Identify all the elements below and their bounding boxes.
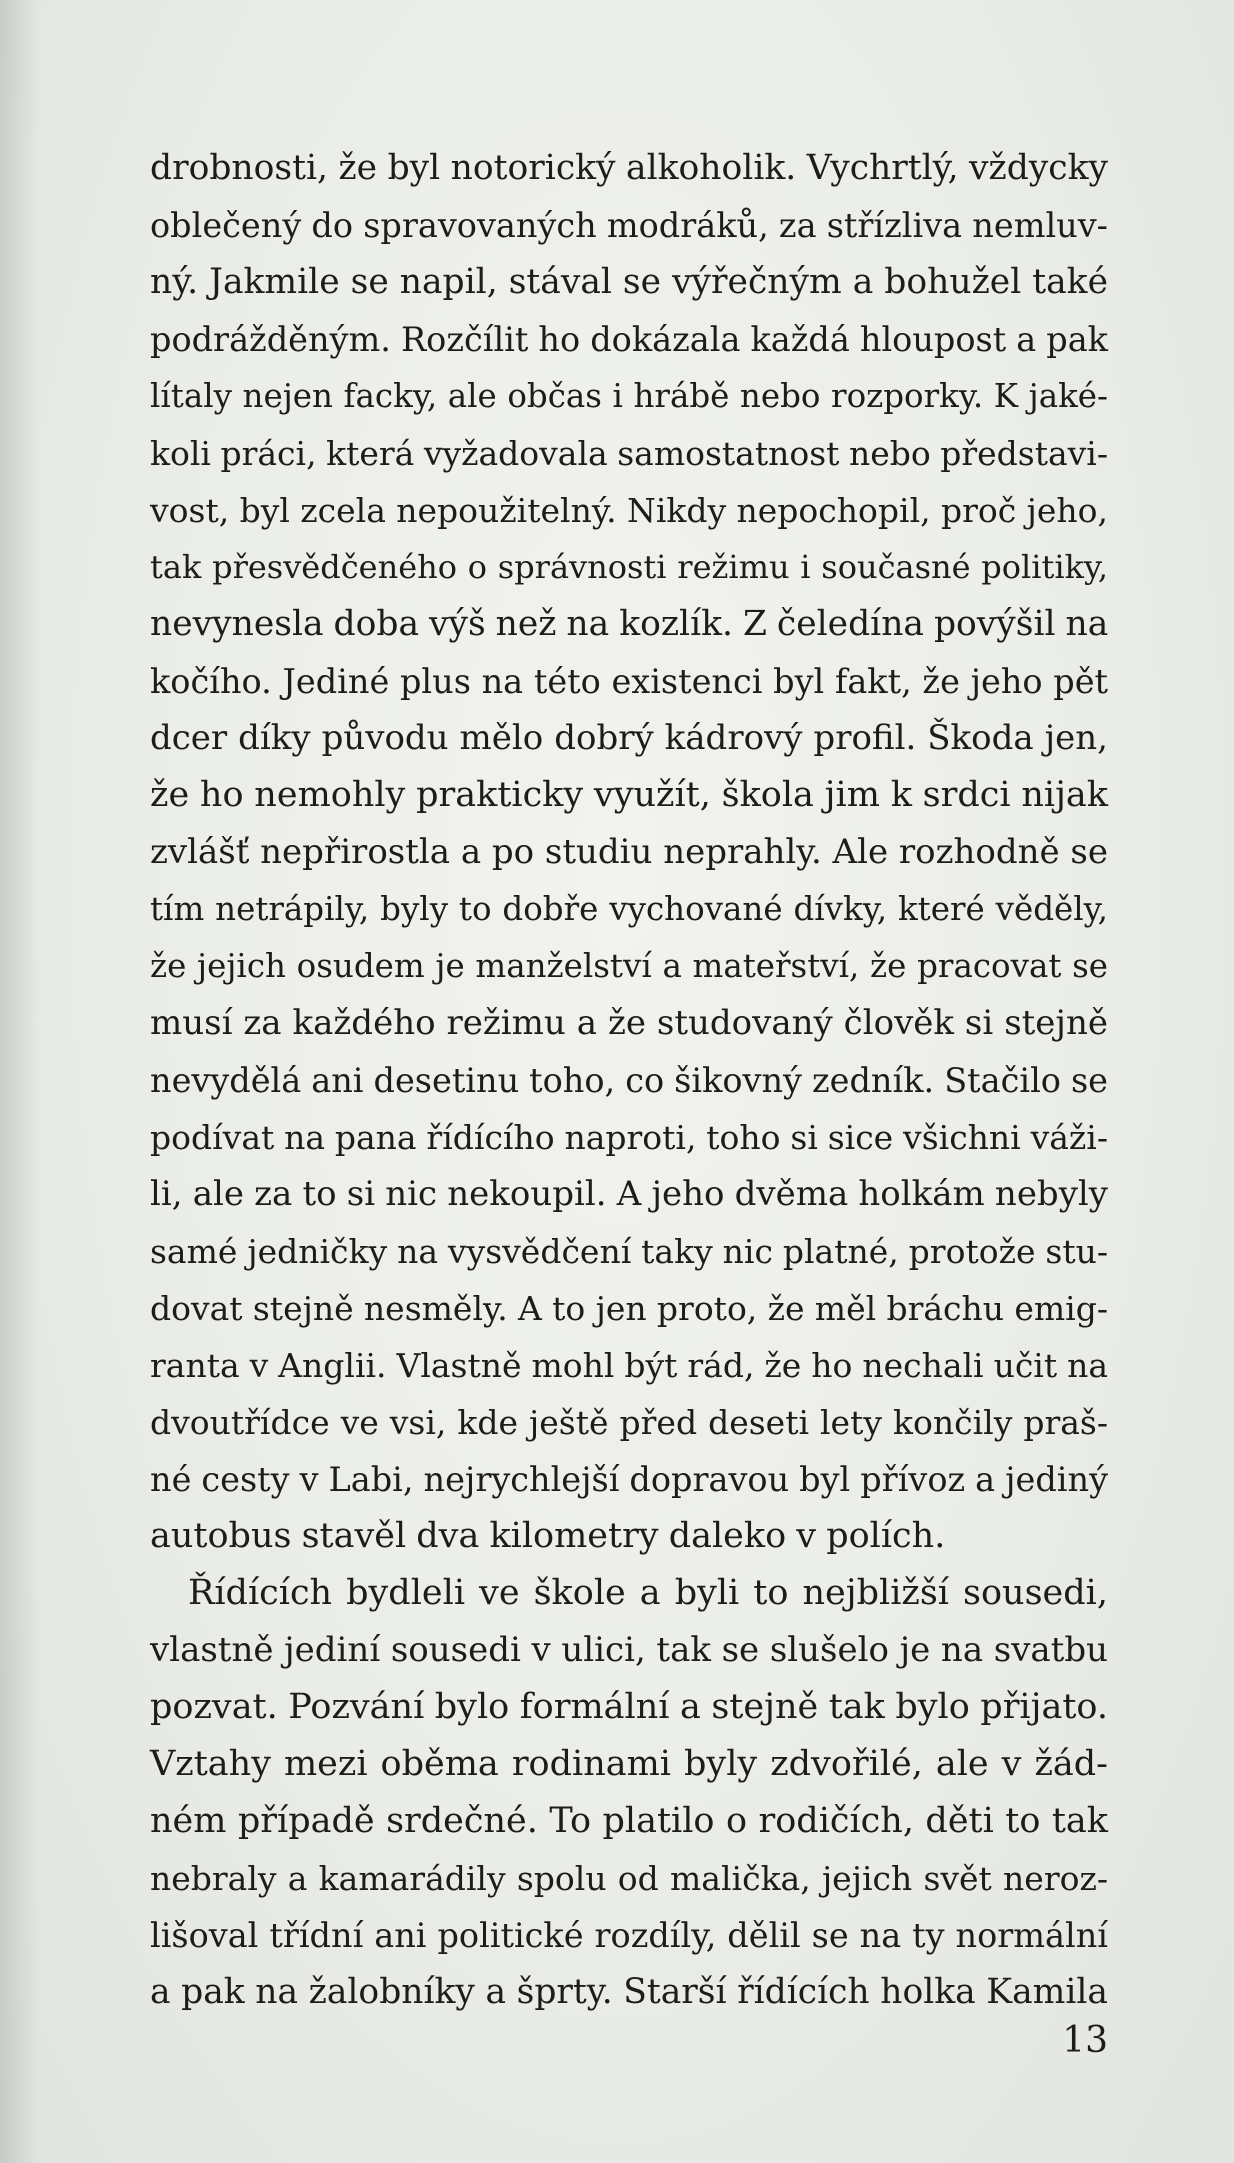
text-line: ranta v Anglii. Vlastně mohl být rád, že ho nechali učit na	[150, 1346, 1108, 1385]
text-line: dcer díky původu mělo dobrý kádrový profil. Škoda jen,	[150, 718, 1108, 758]
text-line: Vztahy mezi oběma rodinami byly zdvořilé, ale v žád-	[150, 1744, 1108, 1784]
text-line: že jejich osudem je manželství a mateřství, že pracovat se	[150, 947, 1108, 985]
page-number: 13	[1062, 2020, 1108, 2061]
text-line: samé jedničky na vysvědčení taky nic platné, protože stu-	[150, 1232, 1108, 1271]
text-line: že ho nemohly prakticky využít, škola jim k srdci nijak	[150, 775, 1108, 815]
text-line: koli práci, která vyžadovala samostatnost nebo představi-	[150, 434, 1108, 473]
text-line: nevynesla doba výš než na kozlík. Z čeledína povýšil na	[150, 604, 1109, 644]
text-line: né cesty v Labi, nejrychlejší dopravou byl přívoz a jediný	[150, 1460, 1108, 1499]
text-line: a pak na žalobníky a šprty. Starší řídících holka Kamila	[150, 1972, 1108, 2012]
text-line: vost, byl zcela nepoužitelný. Nikdy nepochopil, proč jeho,	[150, 491, 1108, 530]
text-line: ném případě srdečné. To platilo o rodičích, děti to tak	[150, 1801, 1108, 1841]
body-text	[150, 140, 1108, 2021]
text-line: autobus stavěl dva kilometry daleko v polích.	[150, 1516, 946, 1556]
text-line: dvoutřídce ve vsi, kde ještě před deseti lety končily praš-	[150, 1403, 1108, 1442]
text-line: ný. Jakmile se napil, stával se výřečným a bohužel také	[150, 262, 1108, 302]
text-line: podrážděným. Rozčílit ho dokázala každá hloupost a pak	[150, 320, 1108, 359]
text-line: kočího. Jediné plus na této existenci byl fakt, že jeho pět	[150, 662, 1108, 701]
text-line: pozvat. Pozvání bylo formální a stejně tak bylo přijato.	[150, 1687, 1108, 1727]
paragraph-2	[150, 1565, 1108, 2021]
text-line: oblečený do spravovaných modráků, za střízliva nemluv-	[150, 206, 1108, 245]
text-line: Řídících bydleli ve škole a byli to nejbližší sousedi,	[188, 1573, 1108, 1613]
text-line: dovat stejně nesměly. A to jen proto, že měl bráchu emig-	[150, 1289, 1108, 1328]
text-line: nebraly a kamarádily spolu od malička, jejich svět neroz-	[150, 1859, 1108, 1898]
page-gutter-shadow	[0, 0, 40, 2163]
paragraph-1	[150, 140, 1108, 1565]
text-line: musí za každého režimu a že studovaný člověk si stejně	[150, 1003, 1108, 1043]
text-line: lišoval třídní ani politické rozdíly, dělil se na ty normální	[150, 1916, 1108, 1955]
text-line: li, ale za to si nic nekoupil. A jeho dvěma holkám nebyly	[150, 1174, 1108, 1214]
text-line: drobnosti, že byl notorický alkoholik. Vychrtlý, vždycky	[150, 148, 1108, 188]
text-line: zvlášť nepřirostla a po studiu neprahly. Ale rozhodně se	[150, 832, 1108, 872]
text-line: podívat na pana řídícího naproti, toho si sice všichni váži-	[150, 1118, 1108, 1157]
text-line: lítaly nejen facky, ale občas i hrábě nebo rozporky. K jaké-	[150, 377, 1108, 415]
text-line: tím netrápily, byly to dobře vychované dívky, které věděly,	[150, 890, 1108, 928]
text-line: vlastně jediní sousedi v ulici, tak se slušelo je na svatbu	[150, 1630, 1108, 1670]
text-line: nevydělá ani desetinu toho, co šikovný zedník. Stačilo se	[150, 1061, 1108, 1100]
text-line: tak přesvědčeného o správnosti režimu i současné politiky,	[150, 548, 1108, 586]
